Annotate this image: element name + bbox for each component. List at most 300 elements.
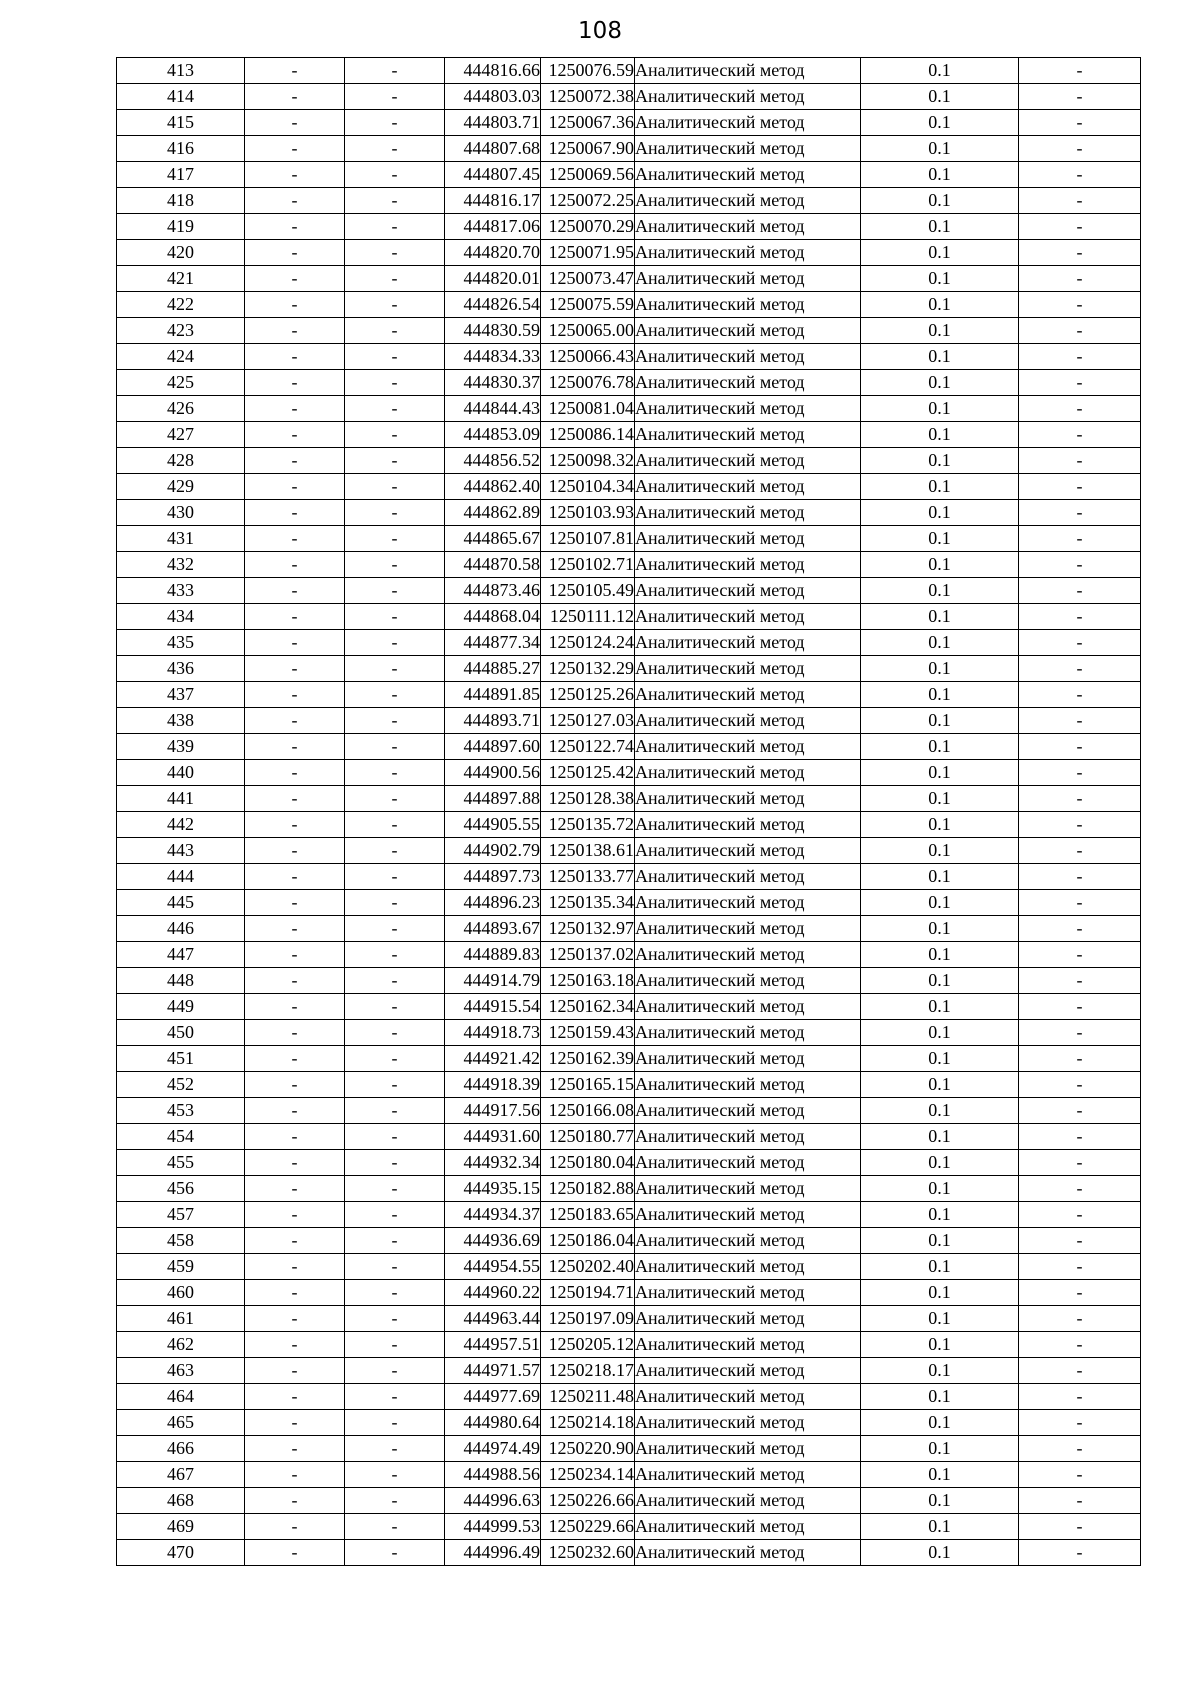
empty-cell: - — [245, 968, 345, 994]
point-number-cell: 424 — [117, 344, 245, 370]
method-cell: Аналитический метод — [635, 1176, 861, 1202]
y-coordinate-cell: 1250205.12 — [541, 1332, 635, 1358]
empty-cell: - — [1019, 1046, 1141, 1072]
point-number-cell: 437 — [117, 682, 245, 708]
method-cell: Аналитический метод — [635, 266, 861, 292]
empty-cell: - — [245, 1150, 345, 1176]
empty-cell: - — [245, 474, 345, 500]
x-coordinate-cell: 444963.44 — [445, 1306, 541, 1332]
accuracy-cell: 0.1 — [861, 526, 1019, 552]
x-coordinate-cell: 444905.55 — [445, 812, 541, 838]
empty-cell: - — [245, 552, 345, 578]
method-cell: Аналитический метод — [635, 370, 861, 396]
empty-cell: - — [345, 578, 445, 604]
table-row — [117, 240, 1141, 266]
table-row — [117, 1410, 1141, 1436]
x-coordinate-cell: 444873.46 — [445, 578, 541, 604]
point-number-cell: 444 — [117, 864, 245, 890]
empty-cell: - — [345, 1488, 445, 1514]
method-cell: Аналитический метод — [635, 110, 861, 136]
y-coordinate-cell: 1250166.08 — [541, 1098, 635, 1124]
empty-cell: - — [1019, 890, 1141, 916]
empty-cell: - — [345, 1540, 445, 1566]
x-coordinate-cell: 444914.79 — [445, 968, 541, 994]
accuracy-cell: 0.1 — [861, 786, 1019, 812]
empty-cell: - — [1019, 500, 1141, 526]
empty-cell: - — [345, 1280, 445, 1306]
y-coordinate-cell: 1250218.17 — [541, 1358, 635, 1384]
point-number-cell: 435 — [117, 630, 245, 656]
empty-cell: - — [1019, 1540, 1141, 1566]
table-body — [117, 58, 1141, 1566]
empty-cell: - — [345, 266, 445, 292]
x-coordinate-cell: 444817.06 — [445, 214, 541, 240]
empty-cell: - — [345, 1098, 445, 1124]
table-row — [117, 1098, 1141, 1124]
empty-cell: - — [345, 994, 445, 1020]
point-number-cell: 465 — [117, 1410, 245, 1436]
empty-cell: - — [245, 1306, 345, 1332]
table-row — [117, 1150, 1141, 1176]
y-coordinate-cell: 1250102.71 — [541, 552, 635, 578]
table-row — [117, 552, 1141, 578]
x-coordinate-cell: 444974.49 — [445, 1436, 541, 1462]
point-number-cell: 451 — [117, 1046, 245, 1072]
x-coordinate-cell: 444971.57 — [445, 1358, 541, 1384]
method-cell: Аналитический метод — [635, 1098, 861, 1124]
empty-cell: - — [345, 604, 445, 630]
empty-cell: - — [245, 1514, 345, 1540]
empty-cell: - — [1019, 994, 1141, 1020]
table-row — [117, 1384, 1141, 1410]
accuracy-cell: 0.1 — [861, 1306, 1019, 1332]
empty-cell: - — [1019, 1280, 1141, 1306]
method-cell: Аналитический метод — [635, 292, 861, 318]
empty-cell: - — [1019, 968, 1141, 994]
accuracy-cell: 0.1 — [861, 266, 1019, 292]
empty-cell: - — [1019, 1072, 1141, 1098]
empty-cell: - — [345, 318, 445, 344]
empty-cell: - — [1019, 760, 1141, 786]
table-row — [117, 994, 1141, 1020]
empty-cell: - — [345, 188, 445, 214]
empty-cell: - — [245, 1072, 345, 1098]
empty-cell: - — [1019, 812, 1141, 838]
table-row — [117, 916, 1141, 942]
accuracy-cell: 0.1 — [861, 864, 1019, 890]
empty-cell: - — [1019, 214, 1141, 240]
method-cell: Аналитический метод — [635, 864, 861, 890]
x-coordinate-cell: 444807.45 — [445, 162, 541, 188]
empty-cell: - — [245, 890, 345, 916]
x-coordinate-cell: 444918.39 — [445, 1072, 541, 1098]
empty-cell: - — [1019, 266, 1141, 292]
accuracy-cell: 0.1 — [861, 812, 1019, 838]
empty-cell: - — [1019, 292, 1141, 318]
empty-cell: - — [245, 240, 345, 266]
empty-cell: - — [245, 760, 345, 786]
accuracy-cell: 0.1 — [861, 1046, 1019, 1072]
empty-cell: - — [345, 500, 445, 526]
accuracy-cell: 0.1 — [861, 58, 1019, 84]
empty-cell: - — [1019, 1358, 1141, 1384]
point-number-cell: 421 — [117, 266, 245, 292]
empty-cell: - — [345, 1202, 445, 1228]
accuracy-cell: 0.1 — [861, 1124, 1019, 1150]
point-number-cell: 413 — [117, 58, 245, 84]
x-coordinate-cell: 444856.52 — [445, 448, 541, 474]
empty-cell: - — [245, 1410, 345, 1436]
x-coordinate-cell: 444830.37 — [445, 370, 541, 396]
x-coordinate-cell: 444877.34 — [445, 630, 541, 656]
x-coordinate-cell: 444862.40 — [445, 474, 541, 500]
y-coordinate-cell: 1250127.03 — [541, 708, 635, 734]
method-cell: Аналитический метод — [635, 916, 861, 942]
table-row — [117, 84, 1141, 110]
empty-cell: - — [1019, 1176, 1141, 1202]
empty-cell: - — [345, 84, 445, 110]
accuracy-cell: 0.1 — [861, 1384, 1019, 1410]
x-coordinate-cell: 444807.68 — [445, 136, 541, 162]
method-cell: Аналитический метод — [635, 84, 861, 110]
empty-cell: - — [1019, 734, 1141, 760]
y-coordinate-cell: 1250234.14 — [541, 1462, 635, 1488]
point-number-cell: 442 — [117, 812, 245, 838]
method-cell: Аналитический метод — [635, 500, 861, 526]
table-row — [117, 734, 1141, 760]
point-number-cell: 454 — [117, 1124, 245, 1150]
empty-cell: - — [345, 838, 445, 864]
point-number-cell: 460 — [117, 1280, 245, 1306]
table-row — [117, 1462, 1141, 1488]
y-coordinate-cell: 1250086.14 — [541, 422, 635, 448]
point-number-cell: 463 — [117, 1358, 245, 1384]
point-number-cell: 453 — [117, 1098, 245, 1124]
method-cell: Аналитический метод — [635, 1228, 861, 1254]
y-coordinate-cell: 1250211.48 — [541, 1384, 635, 1410]
x-coordinate-cell: 444844.43 — [445, 396, 541, 422]
accuracy-cell: 0.1 — [861, 344, 1019, 370]
empty-cell: - — [345, 1358, 445, 1384]
empty-cell: - — [245, 630, 345, 656]
empty-cell: - — [245, 188, 345, 214]
table-row — [117, 786, 1141, 812]
table-row — [117, 110, 1141, 136]
empty-cell: - — [345, 474, 445, 500]
empty-cell: - — [345, 1150, 445, 1176]
point-number-cell: 458 — [117, 1228, 245, 1254]
point-number-cell: 414 — [117, 84, 245, 110]
x-coordinate-cell: 444853.09 — [445, 422, 541, 448]
method-cell: Аналитический метод — [635, 162, 861, 188]
table-row — [117, 422, 1141, 448]
empty-cell: - — [345, 812, 445, 838]
point-number-cell: 468 — [117, 1488, 245, 1514]
point-number-cell: 439 — [117, 734, 245, 760]
method-cell: Аналитический метод — [635, 890, 861, 916]
y-coordinate-cell: 1250075.59 — [541, 292, 635, 318]
method-cell: Аналитический метод — [635, 188, 861, 214]
method-cell: Аналитический метод — [635, 760, 861, 786]
x-coordinate-cell: 444999.53 — [445, 1514, 541, 1540]
empty-cell: - — [245, 604, 345, 630]
table-row — [117, 1072, 1141, 1098]
y-coordinate-cell: 1250135.34 — [541, 890, 635, 916]
empty-cell: - — [1019, 604, 1141, 630]
table-row — [117, 292, 1141, 318]
empty-cell: - — [345, 1072, 445, 1098]
empty-cell: - — [345, 396, 445, 422]
x-coordinate-cell: 444902.79 — [445, 838, 541, 864]
accuracy-cell: 0.1 — [861, 474, 1019, 500]
empty-cell: - — [245, 1540, 345, 1566]
table-row — [117, 344, 1141, 370]
accuracy-cell: 0.1 — [861, 1280, 1019, 1306]
empty-cell: - — [245, 526, 345, 552]
accuracy-cell: 0.1 — [861, 448, 1019, 474]
point-number-cell: 455 — [117, 1150, 245, 1176]
empty-cell: - — [345, 162, 445, 188]
empty-cell: - — [345, 1176, 445, 1202]
point-number-cell: 456 — [117, 1176, 245, 1202]
point-number-cell: 422 — [117, 292, 245, 318]
method-cell: Аналитический метод — [635, 1332, 861, 1358]
y-coordinate-cell: 1250232.60 — [541, 1540, 635, 1566]
x-coordinate-cell: 444816.66 — [445, 58, 541, 84]
empty-cell: - — [1019, 1462, 1141, 1488]
x-coordinate-cell: 444954.55 — [445, 1254, 541, 1280]
table-row — [117, 1046, 1141, 1072]
x-coordinate-cell: 444803.03 — [445, 84, 541, 110]
x-coordinate-cell: 444889.83 — [445, 942, 541, 968]
accuracy-cell: 0.1 — [861, 110, 1019, 136]
point-number-cell: 447 — [117, 942, 245, 968]
method-cell: Аналитический метод — [635, 1020, 861, 1046]
empty-cell: - — [245, 1020, 345, 1046]
x-coordinate-cell: 444980.64 — [445, 1410, 541, 1436]
method-cell: Аналитический метод — [635, 1462, 861, 1488]
x-coordinate-cell: 444893.67 — [445, 916, 541, 942]
empty-cell: - — [345, 136, 445, 162]
empty-cell: - — [245, 1436, 345, 1462]
accuracy-cell: 0.1 — [861, 1488, 1019, 1514]
method-cell: Аналитический метод — [635, 1384, 861, 1410]
accuracy-cell: 0.1 — [861, 1358, 1019, 1384]
accuracy-cell: 0.1 — [861, 734, 1019, 760]
empty-cell: - — [1019, 864, 1141, 890]
method-cell: Аналитический метод — [635, 1202, 861, 1228]
method-cell: Аналитический метод — [635, 682, 861, 708]
empty-cell: - — [1019, 1436, 1141, 1462]
y-coordinate-cell: 1250071.95 — [541, 240, 635, 266]
x-coordinate-cell: 444957.51 — [445, 1332, 541, 1358]
method-cell: Аналитический метод — [635, 578, 861, 604]
accuracy-cell: 0.1 — [861, 500, 1019, 526]
table-row — [117, 1436, 1141, 1462]
method-cell: Аналитический метод — [635, 968, 861, 994]
x-coordinate-cell: 444921.42 — [445, 1046, 541, 1072]
empty-cell: - — [345, 1124, 445, 1150]
x-coordinate-cell: 444897.60 — [445, 734, 541, 760]
point-number-cell: 450 — [117, 1020, 245, 1046]
point-number-cell: 457 — [117, 1202, 245, 1228]
method-cell: Аналитический метод — [635, 1280, 861, 1306]
table-row — [117, 630, 1141, 656]
empty-cell: - — [345, 1462, 445, 1488]
x-coordinate-cell: 444931.60 — [445, 1124, 541, 1150]
empty-cell: - — [245, 1254, 345, 1280]
y-coordinate-cell: 1250128.38 — [541, 786, 635, 812]
method-cell: Аналитический метод — [635, 1488, 861, 1514]
point-number-cell: 440 — [117, 760, 245, 786]
table-row — [117, 1254, 1141, 1280]
empty-cell: - — [245, 1202, 345, 1228]
empty-cell: - — [1019, 84, 1141, 110]
empty-cell: - — [245, 838, 345, 864]
empty-cell: - — [345, 552, 445, 578]
method-cell: Аналитический метод — [635, 318, 861, 344]
empty-cell: - — [245, 1462, 345, 1488]
point-number-cell: 423 — [117, 318, 245, 344]
y-coordinate-cell: 1250162.39 — [541, 1046, 635, 1072]
empty-cell: - — [245, 214, 345, 240]
empty-cell: - — [245, 682, 345, 708]
y-coordinate-cell: 1250067.90 — [541, 136, 635, 162]
method-cell: Аналитический метод — [635, 1072, 861, 1098]
y-coordinate-cell: 1250180.77 — [541, 1124, 635, 1150]
empty-cell: - — [1019, 552, 1141, 578]
accuracy-cell: 0.1 — [861, 162, 1019, 188]
y-coordinate-cell: 1250132.97 — [541, 916, 635, 942]
y-coordinate-cell: 1250098.32 — [541, 448, 635, 474]
table-row — [117, 214, 1141, 240]
point-number-cell: 427 — [117, 422, 245, 448]
table-row — [117, 682, 1141, 708]
empty-cell: - — [1019, 786, 1141, 812]
point-number-cell: 470 — [117, 1540, 245, 1566]
y-coordinate-cell: 1250133.77 — [541, 864, 635, 890]
accuracy-cell: 0.1 — [861, 240, 1019, 266]
empty-cell: - — [1019, 240, 1141, 266]
empty-cell: - — [345, 864, 445, 890]
accuracy-cell: 0.1 — [861, 578, 1019, 604]
accuracy-cell: 0.1 — [861, 552, 1019, 578]
empty-cell: - — [345, 656, 445, 682]
method-cell: Аналитический метод — [635, 656, 861, 682]
table-row — [117, 1358, 1141, 1384]
accuracy-cell: 0.1 — [861, 422, 1019, 448]
point-number-cell: 419 — [117, 214, 245, 240]
empty-cell: - — [345, 422, 445, 448]
empty-cell: - — [1019, 474, 1141, 500]
x-coordinate-cell: 444820.70 — [445, 240, 541, 266]
table-row — [117, 1514, 1141, 1540]
y-coordinate-cell: 1250072.38 — [541, 84, 635, 110]
x-coordinate-cell: 444803.71 — [445, 110, 541, 136]
point-number-cell: 416 — [117, 136, 245, 162]
y-coordinate-cell: 1250076.59 — [541, 58, 635, 84]
x-coordinate-cell: 444893.71 — [445, 708, 541, 734]
empty-cell: - — [345, 1254, 445, 1280]
x-coordinate-cell: 444900.56 — [445, 760, 541, 786]
empty-cell: - — [245, 136, 345, 162]
method-cell: Аналитический метод — [635, 1306, 861, 1332]
method-cell: Аналитический метод — [635, 1410, 861, 1436]
x-coordinate-cell: 444915.54 — [445, 994, 541, 1020]
y-coordinate-cell: 1250197.09 — [541, 1306, 635, 1332]
empty-cell: - — [345, 1332, 445, 1358]
accuracy-cell: 0.1 — [861, 656, 1019, 682]
empty-cell: - — [1019, 110, 1141, 136]
empty-cell: - — [245, 734, 345, 760]
empty-cell: - — [1019, 682, 1141, 708]
empty-cell: - — [245, 318, 345, 344]
empty-cell: - — [245, 84, 345, 110]
empty-cell: - — [1019, 578, 1141, 604]
accuracy-cell: 0.1 — [861, 1150, 1019, 1176]
empty-cell: - — [1019, 58, 1141, 84]
method-cell: Аналитический метод — [635, 604, 861, 630]
empty-cell: - — [245, 1280, 345, 1306]
empty-cell: - — [1019, 344, 1141, 370]
point-number-cell: 417 — [117, 162, 245, 188]
method-cell: Аналитический метод — [635, 630, 861, 656]
x-coordinate-cell: 444996.49 — [445, 1540, 541, 1566]
method-cell: Аналитический метод — [635, 1514, 861, 1540]
empty-cell: - — [1019, 1254, 1141, 1280]
table-row — [117, 1306, 1141, 1332]
empty-cell: - — [1019, 188, 1141, 214]
y-coordinate-cell: 1250073.47 — [541, 266, 635, 292]
accuracy-cell: 0.1 — [861, 1254, 1019, 1280]
accuracy-cell: 0.1 — [861, 708, 1019, 734]
empty-cell: - — [345, 344, 445, 370]
x-coordinate-cell: 444932.34 — [445, 1150, 541, 1176]
empty-cell: - — [1019, 1202, 1141, 1228]
point-number-cell: 445 — [117, 890, 245, 916]
x-coordinate-cell: 444917.56 — [445, 1098, 541, 1124]
table-row — [117, 760, 1141, 786]
accuracy-cell: 0.1 — [861, 838, 1019, 864]
table-row — [117, 656, 1141, 682]
empty-cell: - — [245, 994, 345, 1020]
accuracy-cell: 0.1 — [861, 968, 1019, 994]
method-cell: Аналитический метод — [635, 734, 861, 760]
accuracy-cell: 0.1 — [861, 1020, 1019, 1046]
y-coordinate-cell: 1250076.78 — [541, 370, 635, 396]
table-row — [117, 318, 1141, 344]
method-cell: Аналитический метод — [635, 708, 861, 734]
accuracy-cell: 0.1 — [861, 630, 1019, 656]
empty-cell: - — [345, 1020, 445, 1046]
table-row — [117, 188, 1141, 214]
table-row — [117, 448, 1141, 474]
empty-cell: - — [345, 786, 445, 812]
empty-cell: - — [1019, 1332, 1141, 1358]
point-number-cell: 434 — [117, 604, 245, 630]
table-row — [117, 864, 1141, 890]
accuracy-cell: 0.1 — [861, 84, 1019, 110]
empty-cell: - — [245, 578, 345, 604]
table-row — [117, 370, 1141, 396]
x-coordinate-cell: 444820.01 — [445, 266, 541, 292]
accuracy-cell: 0.1 — [861, 994, 1019, 1020]
accuracy-cell: 0.1 — [861, 1072, 1019, 1098]
empty-cell: - — [1019, 448, 1141, 474]
accuracy-cell: 0.1 — [861, 318, 1019, 344]
point-number-cell: 415 — [117, 110, 245, 136]
empty-cell: - — [245, 942, 345, 968]
